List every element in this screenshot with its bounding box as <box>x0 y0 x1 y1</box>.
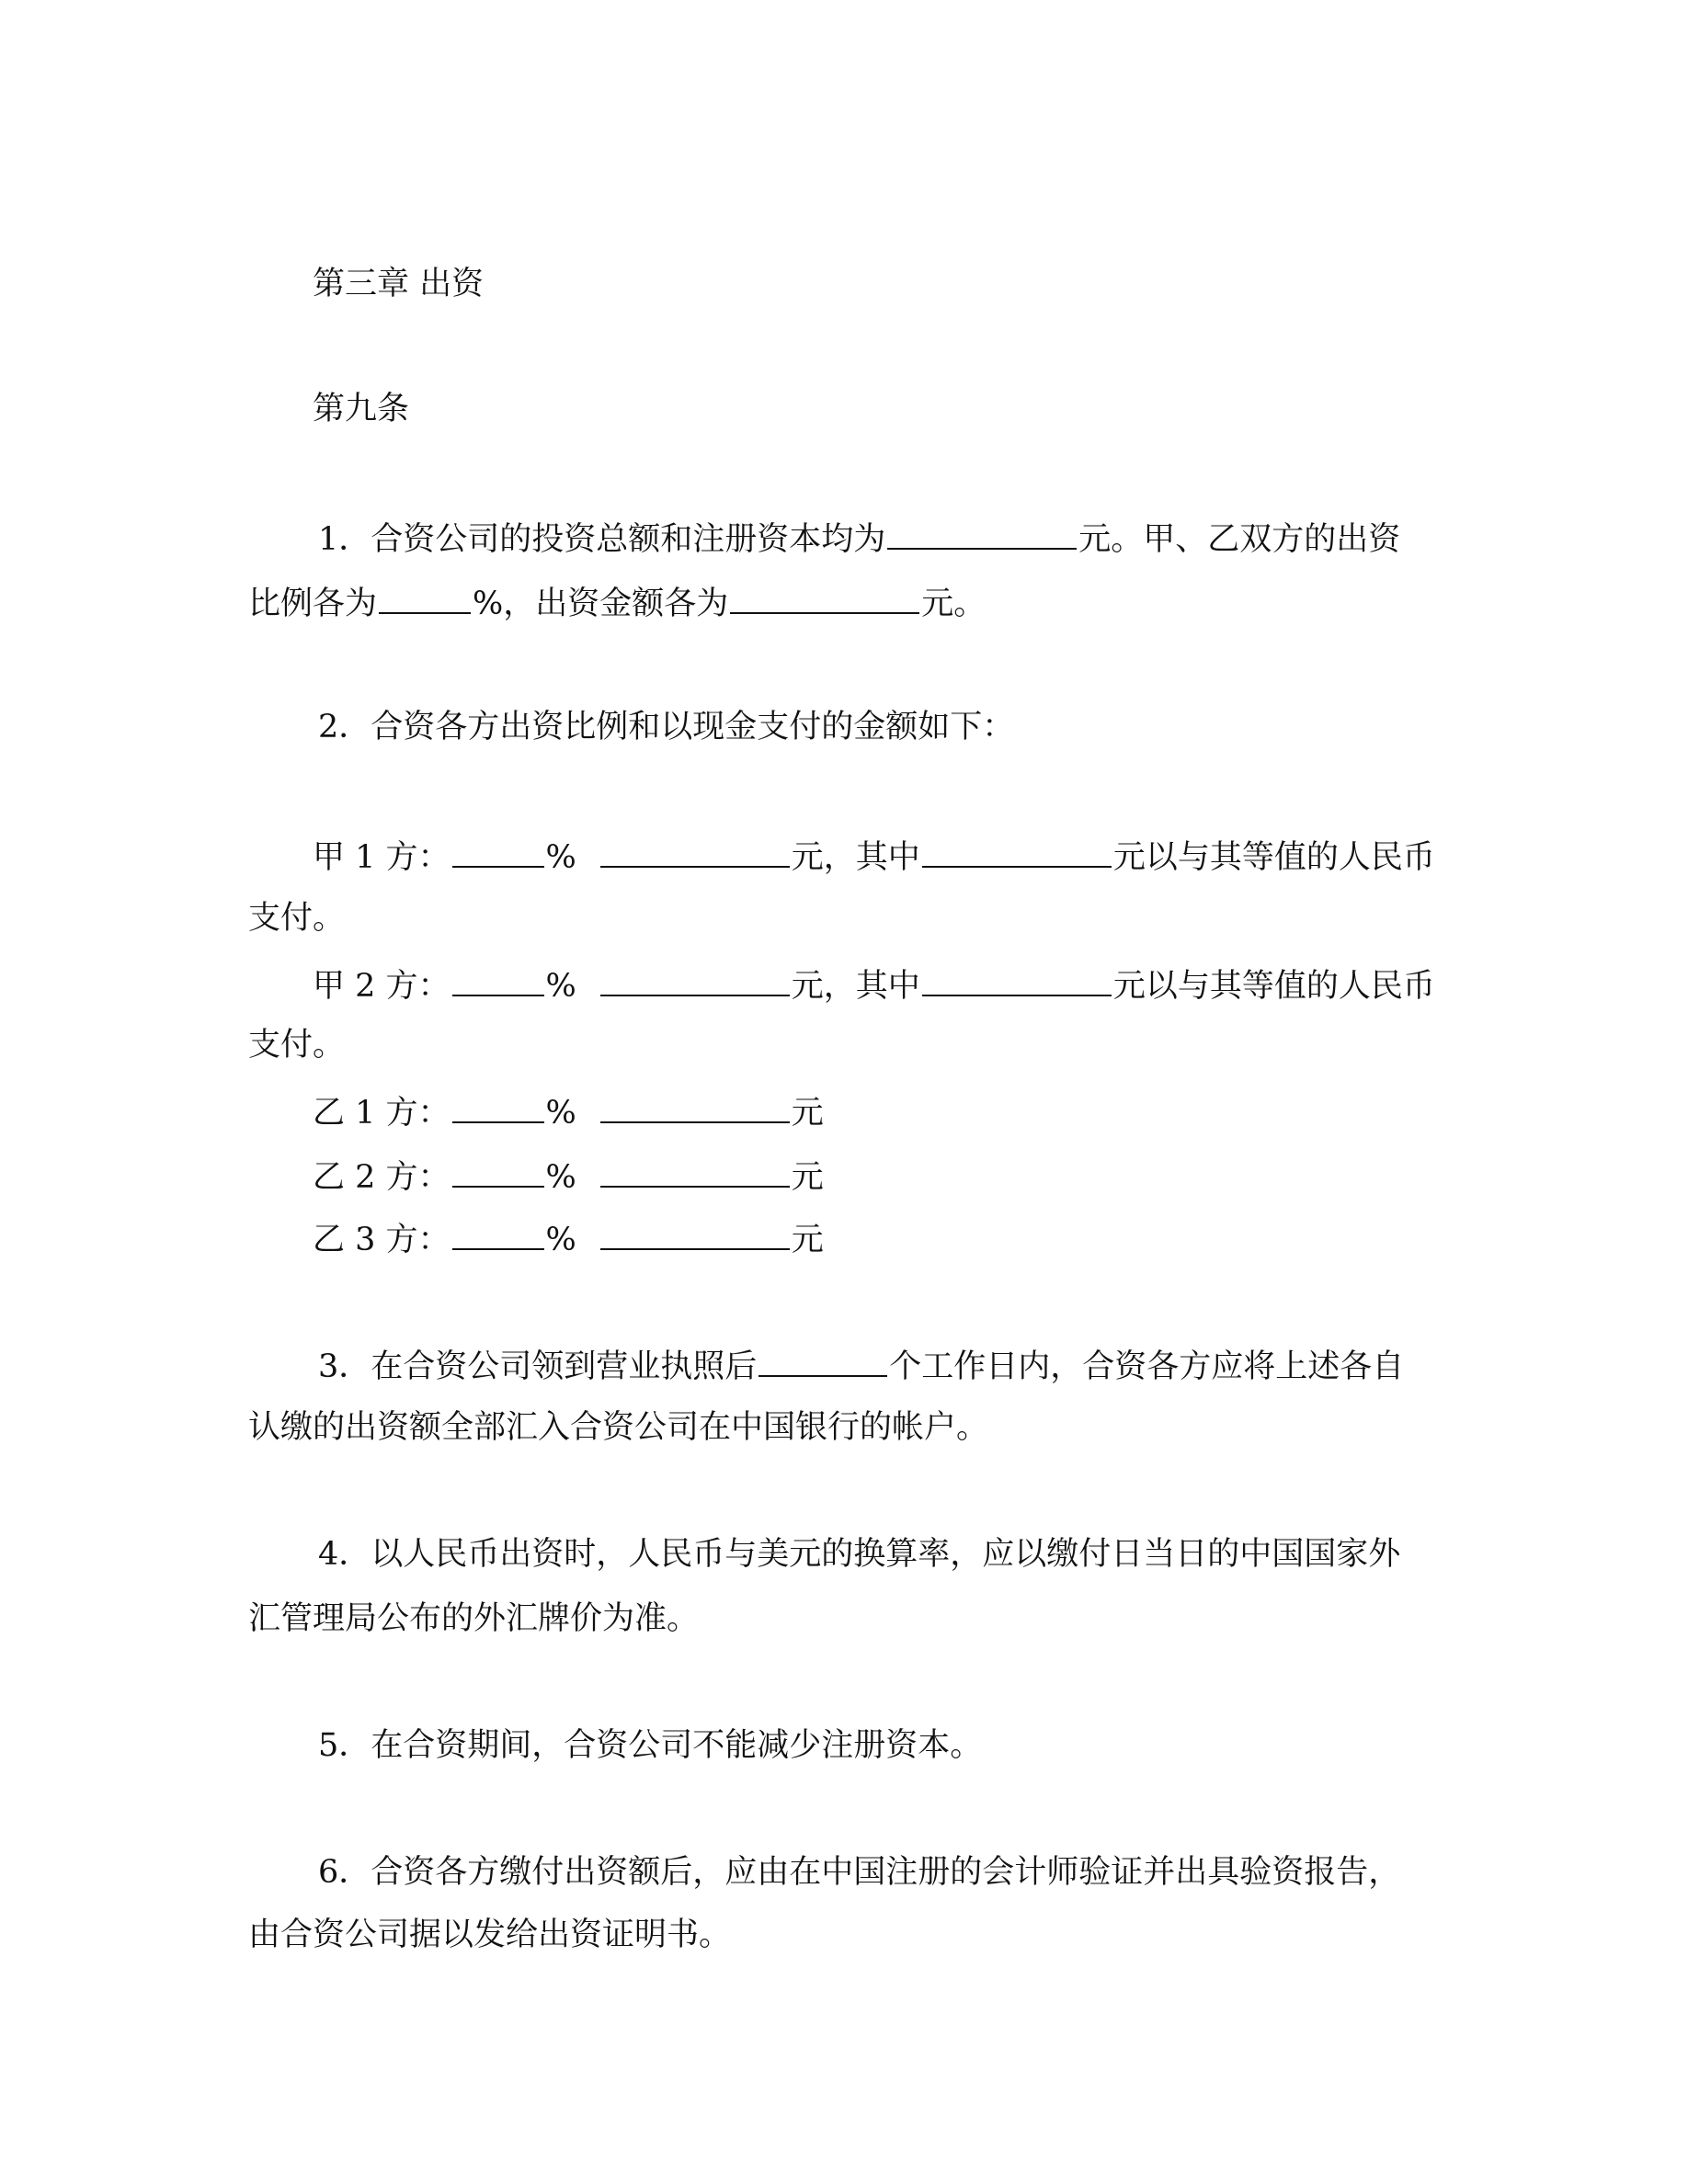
party-a1-amount-blank <box>600 838 790 868</box>
party-b1-yuan: 元 <box>791 1095 824 1132</box>
party-b2-yuan: 元 <box>791 1159 824 1196</box>
party-b1-pct-blank <box>452 1094 544 1123</box>
paragraph-3-line-1 <box>318 1348 1404 1383</box>
party-a1-cont: 支付。 <box>248 900 346 937</box>
paragraph-4-line-2: 汇管理局公布的外汇牌价为准。 <box>248 1600 700 1637</box>
party-b1-amount-blank <box>600 1094 790 1123</box>
party-a2-mid: 元，其中 <box>791 968 920 1005</box>
party-b2-pct-blank <box>452 1158 544 1188</box>
party-a1-cash-blank <box>922 838 1112 868</box>
article-number: 第九条 <box>313 391 410 427</box>
paragraph-6-line-1: 6．合资各方缴付出资额后，应由在中国注册的会计师验证并出具验资报告， <box>318 1854 1401 1891</box>
p1-text-a: 1．合资公司的投资总额和注册资本均为 <box>318 521 886 558</box>
paragraph-3-line-2: 认缴的出资额全部汇入合资公司在中国银行的帐户。 <box>248 1409 989 1446</box>
p1-text-c: 比例各为 <box>248 586 378 622</box>
paragraph-5: 5．在合资期间，合资公司不能减少注册资本。 <box>318 1727 983 1764</box>
party-b2-label: 乙 2 方： <box>313 1159 451 1196</box>
party-b3-yuan: 元 <box>791 1222 824 1258</box>
paragraph-6-line-2: 由合资公司据以发给出资证明书。 <box>248 1917 732 1953</box>
party-a1-pct-blank <box>452 838 544 868</box>
party-b3-amount-blank <box>600 1221 790 1250</box>
party-b3-label: 乙 3 方： <box>313 1222 451 1258</box>
party-b3-line <box>313 1221 824 1257</box>
total-investment-blank <box>887 520 1077 550</box>
working-days-blank <box>758 1348 887 1377</box>
party-a2-cont: 支付。 <box>248 1027 346 1064</box>
party-a1-line <box>313 838 1435 874</box>
party-b1-line <box>313 1094 824 1130</box>
party-a2-tail: 元以与其等值的人民币 <box>1112 968 1435 1005</box>
paragraph-1-line-2 <box>248 585 986 620</box>
party-b1-pct: % <box>545 1095 576 1132</box>
p3-text-b: 个工作日内，合资各方应将上述各自 <box>889 1348 1405 1385</box>
party-a1-pct: % <box>545 839 576 876</box>
paragraph-1-line-1 <box>318 520 1400 556</box>
amount-blank <box>730 585 919 614</box>
p1-text-e: 元。 <box>921 586 987 622</box>
chapter-title: 第三章 出资 <box>313 266 485 302</box>
party-a2-amount-blank <box>600 967 790 996</box>
party-b2-pct: % <box>545 1159 576 1196</box>
party-b2-line <box>313 1158 824 1194</box>
party-a2-label: 甲 2 方： <box>313 968 451 1005</box>
party-b3-pct: % <box>545 1222 576 1258</box>
party-a1-label: 甲 1 方： <box>313 839 451 876</box>
party-b3-pct-blank <box>452 1221 544 1250</box>
party-a2-pct: % <box>545 968 576 1005</box>
party-a1-tail: 元以与其等值的人民币 <box>1112 839 1435 876</box>
paragraph-4-line-1: 4．以人民币出资时，人民币与美元的换算率，应以缴付日当日的中国国家外 <box>318 1536 1401 1573</box>
ratio-blank <box>379 585 471 614</box>
p1-text-d: %，出资金额各为 <box>473 586 729 622</box>
party-b2-amount-blank <box>600 1158 790 1188</box>
party-a2-pct-blank <box>452 967 544 996</box>
p3-text-a: 3．在合资公司领到营业执照后 <box>318 1348 758 1385</box>
party-a2-cash-blank <box>922 967 1112 996</box>
paragraph-2: 2．合资各方出资比例和以现金支付的金额如下： <box>318 709 1015 745</box>
party-b1-label: 乙 1 方： <box>313 1095 451 1132</box>
p1-text-b: 元。甲、乙双方的出资 <box>1078 521 1401 558</box>
party-a2-line <box>313 967 1435 1003</box>
party-a1-mid: 元，其中 <box>791 839 920 876</box>
